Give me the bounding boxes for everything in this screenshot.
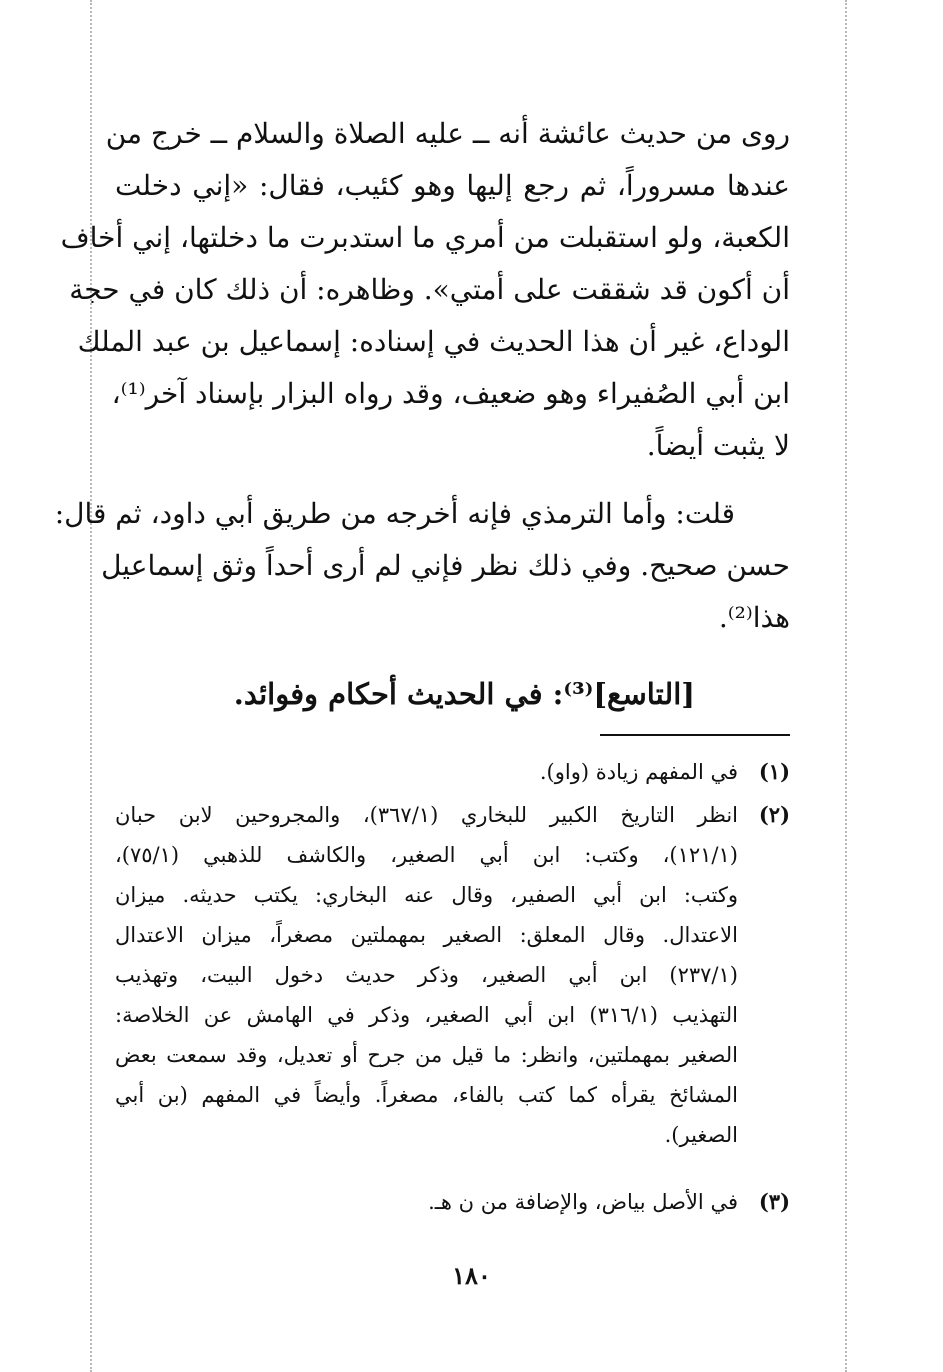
paragraph-2 — [54, 488, 790, 644]
text-line: لا يثبت أيضاً. — [646, 429, 790, 462]
footnote-line: المشائخ يقرأه كما كتب بالفاء، مصغراً. وأيضاً في المفهم (بن أبي — [115, 1083, 738, 1107]
footnote-line: في المفهم زيادة (واو). — [539, 760, 738, 784]
text-line: هذا⁽²⁾. — [718, 601, 790, 634]
footnote-line: وكتب: ابن أبي الصفير، وقال عنه البخاري: يكتب حديثه. ميزان — [115, 883, 738, 907]
footnote-number: (١) — [758, 759, 790, 784]
footnote-line: الصغير بمهملتين، وانظر: ما قيل من جرح أو تعديل، وقد سمعت بعض — [115, 1043, 738, 1067]
left-margin-dots — [90, 0, 92, 1372]
section-heading: [التاسع]⁽³⁾: في الحديث أحكام وفوائد. — [233, 677, 695, 711]
footnote-line: انظر التاريخ الكبير للبخاري (٣٦٧/١)، والمجروحين لابن حبان — [115, 803, 739, 827]
footnote-line: الاعتدال. وقال المعلق: الصغير بمهملتين مصغراً، ميزان الاعتدال — [115, 923, 738, 947]
footnote-1 — [115, 752, 790, 792]
footnote-line: (٢٣٧/١) ابن أبي الصغير، وذكر حديث دخول البيت، وتهذيب — [115, 963, 738, 987]
text-line: الوداع، غير أن هذا الحديث في إسناده: إسماعيل بن عبد الملك — [77, 325, 790, 358]
footnote-3 — [115, 1182, 790, 1222]
footnote-line: الصغير). — [664, 1123, 738, 1147]
footnote-line: في الأصل بياض، والإضافة من ن هـ. — [428, 1190, 738, 1214]
text-line: روى من حديث عائشة أنه ــ عليه الصلاة والسلام ــ خرج من — [105, 117, 790, 150]
text-line: أن أكون قد شققت على أمتي». وظاهره: أن ذلك كان في حجة — [69, 273, 790, 306]
text-line: حسن صحيح. وفي ذلك نظر فإني لم أرى أحداً وثق إسماعيل — [101, 549, 790, 582]
footnote-line: التهذيب (٣١٦/١) ابن أبي الصغير، وذكر في الهامش عن الخلاصة: — [115, 1003, 739, 1027]
text-line: قلت: وأما الترمذي فإنه أخرجه من طريق أبي داود، ثم قال: — [54, 497, 735, 530]
footnote-2 — [115, 795, 790, 1155]
footnote-line: (١٢١/١)، وكتب: ابن أبي الصغير، والكاشف للذهبي (٧٥/١)، — [115, 843, 738, 867]
page-number: ١٨٠ — [452, 1261, 491, 1290]
paragraph-1 — [60, 108, 790, 472]
footnote-number: (٣) — [758, 1189, 790, 1214]
footnote-number: (٢) — [758, 802, 790, 827]
right-margin-dots — [845, 0, 847, 1372]
text-line: ابن أبي الصُفيراء وهو ضعيف، وقد رواه البزار بإسناد آخر⁽¹⁾، — [111, 377, 790, 410]
text-line: الكعبة، ولو استقبلت من أمري ما استدبرت ما دخلتها، إني أخاف — [60, 221, 790, 254]
text-line: عندها مسروراً، ثم رجع إليها وهو كئيب، فقال: «إني دخلت — [115, 169, 790, 202]
footnote-separator — [600, 734, 790, 736]
